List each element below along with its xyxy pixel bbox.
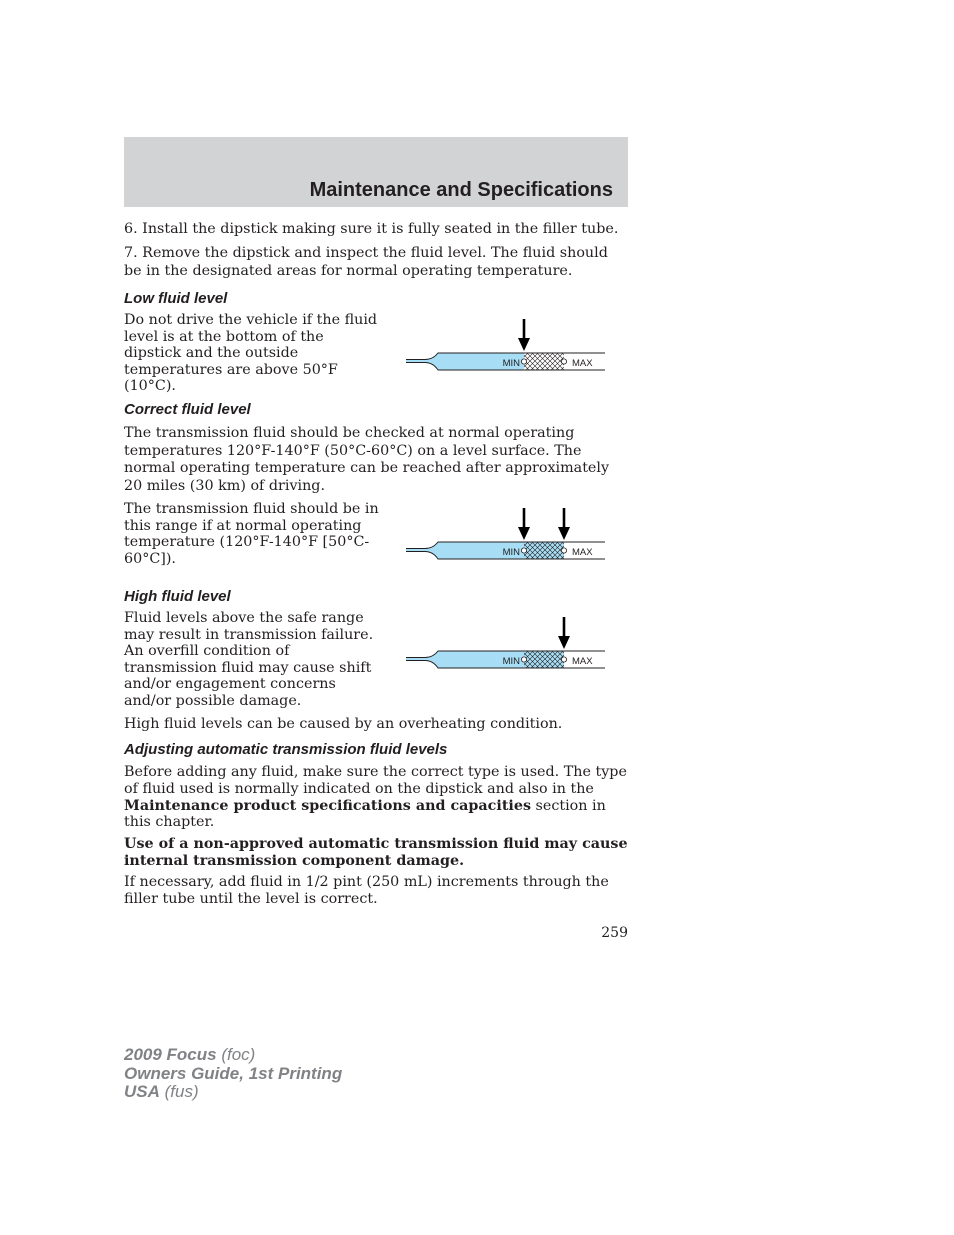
correct-fluid-text: The transmission fluid should be checked at normal operating temperatures 120°F-140°F (50°C-60°C) on a level surface. The normal operating temperature can be reached after approximately 20 miles (30 km) of driving. bbox=[124, 425, 610, 494]
dipstick-range-hatch bbox=[524, 651, 564, 668]
max-label: MAX bbox=[572, 547, 593, 558]
footer-market: USA bbox=[124, 1082, 160, 1101]
footer-line-1 bbox=[124, 1046, 342, 1065]
adjusting-fluid-text bbox=[124, 764, 628, 831]
page-number: 259 bbox=[601, 925, 628, 941]
high-fluid-heading: High fluid level bbox=[124, 588, 231, 605]
max-arrow-head bbox=[558, 527, 570, 540]
dipstick-range-hatch bbox=[524, 542, 564, 559]
dipstick-range-hatch bbox=[524, 353, 564, 370]
max-label: MAX bbox=[572, 358, 593, 369]
specifications-reference: Maintenance product specifications and capacities bbox=[124, 797, 532, 814]
max-marker bbox=[561, 359, 566, 364]
footer-market-code: (fus) bbox=[159, 1082, 199, 1101]
fluid-warning-text: Use of a non-approved automatic transmission fluid may cause internal transmission component damage. bbox=[124, 836, 628, 869]
min-marker bbox=[521, 359, 526, 364]
max-marker bbox=[561, 548, 566, 553]
min-marker bbox=[521, 657, 526, 662]
max-marker bbox=[561, 657, 566, 662]
footer bbox=[124, 1046, 342, 1102]
min-label: MIN bbox=[502, 358, 520, 369]
dipstick-diagram-correct bbox=[405, 505, 607, 569]
high-fluid-text: Fluid levels above the safe range may result in transmission failure. An overfill condition of transmission fluid may cause shift and/or engagement concerns and/or possible damage. bbox=[124, 610, 374, 709]
dipstick-diagram-low bbox=[405, 316, 607, 380]
dipstick-diagram-high bbox=[405, 614, 607, 678]
section-header-band bbox=[124, 137, 628, 207]
adjusting-text-start: Before adding any fluid, make sure the correct type is used. The type of fluid used is normally indicated on the dipstick and also in the bbox=[124, 764, 627, 797]
overheating-text: High fluid levels can be caused by an overheating condition. bbox=[124, 716, 563, 732]
min-label: MIN bbox=[502, 547, 520, 558]
max-label: MAX bbox=[572, 656, 593, 667]
max-arrow-head bbox=[558, 636, 570, 649]
step-7-text: 7. Remove the dipstick and inspect the fluid level. The fluid should be in the designated areas for normal operating temperature. bbox=[124, 245, 608, 279]
step-6-text: 6. Install the dipstick making sure it is fully seated in the filler tube. bbox=[124, 221, 619, 237]
min-label: MIN bbox=[502, 656, 520, 667]
low-fluid-text: Do not drive the vehicle if the fluid level is at the bottom of the dipstick and the outside temperatures are above 50°F (10°C). bbox=[124, 312, 378, 394]
low-fluid-heading: Low fluid level bbox=[124, 290, 228, 307]
footer-line-3 bbox=[124, 1083, 342, 1102]
footer-line-2: Owners Guide, 1st Printing bbox=[124, 1063, 343, 1083]
min-arrow-head bbox=[518, 527, 530, 540]
add-fluid-text: If necessary, add fluid in 1/2 pint (250 mL) increments through the filler tube until the level is correct. bbox=[124, 874, 609, 907]
min-marker bbox=[521, 548, 526, 553]
footer-model-code: (foc) bbox=[216, 1045, 256, 1064]
footer-model: 2009 Focus bbox=[124, 1045, 217, 1064]
min-arrow-head bbox=[518, 338, 530, 351]
adjusting-fluid-heading: Adjusting automatic transmission fluid levels bbox=[124, 741, 448, 758]
section-title: Maintenance and Specifications bbox=[309, 179, 613, 201]
correct-fluid-heading: Correct fluid level bbox=[124, 401, 251, 418]
adjusting-text-end: section in this chapter. bbox=[124, 797, 606, 831]
correct-range-text: The transmission fluid should be in this range if at normal operating temperature (120°F-140°F [50°C-60°C]). bbox=[124, 501, 379, 567]
